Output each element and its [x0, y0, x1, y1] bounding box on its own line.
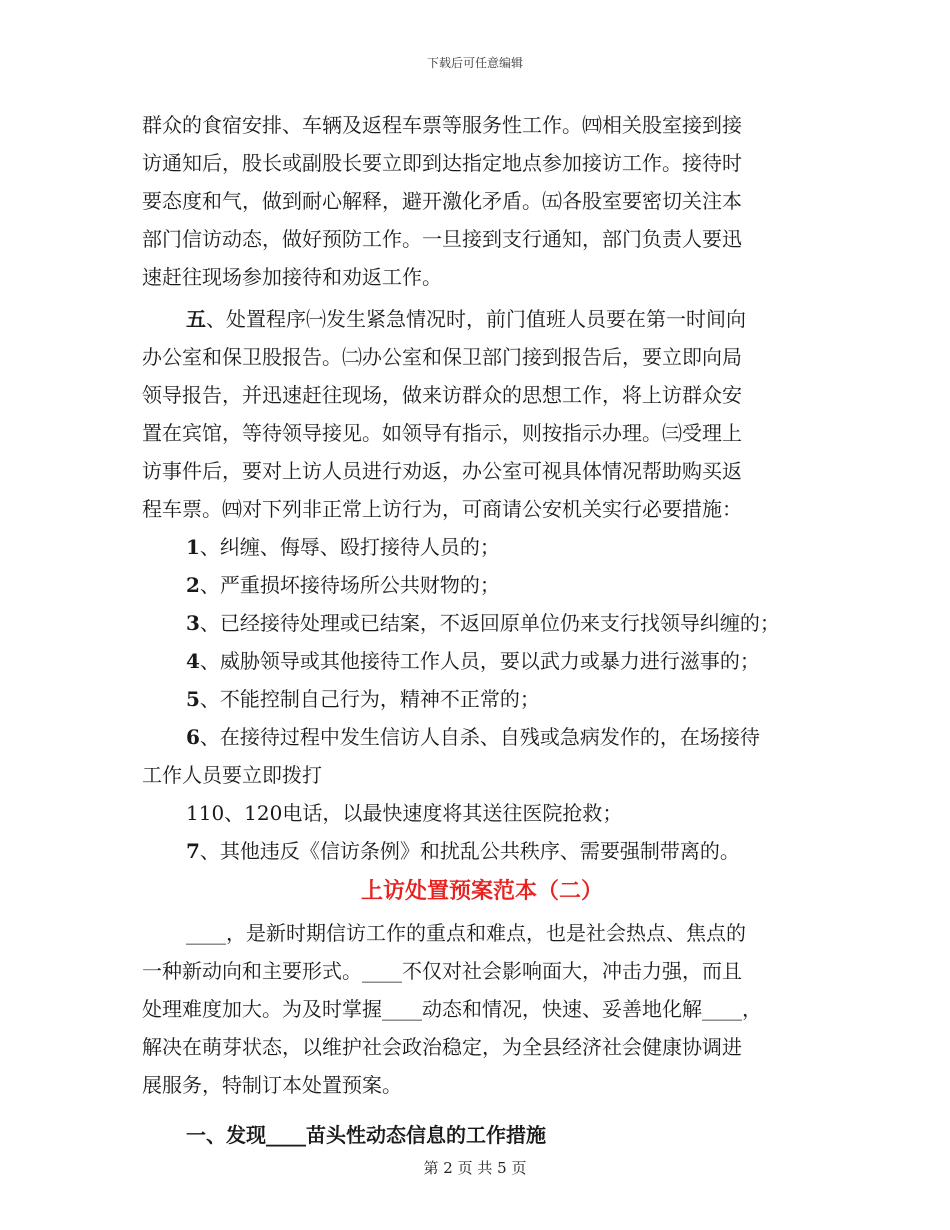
- body-line: 程车票。㈣对下列非正常上访行为，可商请公安机关实行必要措施：: [142, 497, 742, 521]
- section-title: 上访处置预案范本（二）: [360, 879, 603, 904]
- list-item-number: 3: [186, 611, 200, 635]
- body-line: 速赶往现场参加接待和劝返工作。: [142, 265, 442, 289]
- list-item-number: 7: [186, 839, 200, 863]
- section5-number: 五: [186, 307, 206, 331]
- body-line: 领导报告，并迅速赶往现场，做来访群众的思想工作，将上访群众安: [142, 383, 742, 407]
- section5-first-line: [142, 300, 822, 338]
- body-line: 一种新动向和主要形式。____不仅对社会影响面大，冲击力强，而且: [142, 959, 742, 983]
- list-item-number: 6: [186, 725, 200, 749]
- body-line: ____，是新时期信访工作的重点和难点，也是社会热点、焦点的: [186, 921, 746, 945]
- body-line: 访事件后，要对上访人员进行劝返，办公室可视具体情况帮助购买返: [142, 459, 742, 483]
- list-item: [142, 642, 822, 680]
- list-item-text: 、不能控制自己行为，精神不正常的；: [199, 687, 540, 711]
- body-line: 置在宾馆，等待领导接见。如领导有指示，则按指示办理。㈢受理上: [142, 421, 742, 445]
- body-line: 部门信访动态，做好预防工作。一旦接到支行通知，部门负责人要迅: [142, 227, 742, 251]
- list-item-number: 1: [186, 535, 200, 559]
- list-item-number: 4: [186, 649, 200, 673]
- page-header: 下载后可任意编辑: [426, 56, 523, 70]
- list-item: [142, 832, 822, 870]
- list-item: [142, 528, 822, 566]
- body-line: 处理难度加大。为及时掌握____动态和情况，快速、妥善地化解____，: [142, 997, 762, 1021]
- list-item-text: 、威胁领导或其他接待工作人员，要以武力或暴力进行滋事的；: [199, 649, 760, 673]
- page-footer: 第 2 页 共 5 页: [423, 1159, 527, 1177]
- body-line: 访通知后，股长或副股长要立即到达指定地点参加接访工作。接待时: [142, 151, 742, 175]
- list-item-text: 、严重损坏接待场所公共财物的；: [199, 573, 500, 597]
- list-item-text: 、在接待过程中发生信访人自杀、自残或急病发作的，在场接待: [199, 725, 760, 749]
- body-line: 解决在萌芽状态，以维护社会政治稳定，为全县经济社会健康协调进: [142, 1035, 742, 1059]
- body-line: 办公室和保卫股报告。㈡办公室和保卫部门接到报告后，要立即向局: [142, 345, 742, 369]
- section5-text: 、处置程序㈠发生紧急情况时，前门值班人员要在第一时间向: [206, 307, 746, 331]
- list-item: [142, 604, 822, 642]
- list-item-continuation: 工作人员要立即拨打: [142, 763, 322, 787]
- list-item-text: 、纠缠、侮辱、殴打接待人员的；: [199, 535, 500, 559]
- list-item-continuation: 110、120电话，以最快速度将其送往医院抢救；: [186, 801, 623, 825]
- list-item-number: 5: [186, 687, 200, 711]
- body-line: 群众的食宿安排、车辆及返程车票等服务性工作。㈣相关股室接到接: [142, 113, 742, 137]
- document-body: [142, 106, 822, 1154]
- list-item-text: 、已经接待处理或已结案，不返回原单位仍来支行找领导纠缠的；: [199, 611, 780, 635]
- list-item-number: 2: [186, 573, 200, 597]
- list-item: [142, 680, 822, 718]
- list-item-text: 、其他违反《信访条例》和扰乱公共秩序、需要强制带离的。: [199, 839, 740, 863]
- subheading: 一、发现____苗头性动态信息的工作措施: [186, 1123, 546, 1147]
- body-line: 展服务，特制订本处置预案。: [142, 1073, 402, 1097]
- list-item: [142, 718, 822, 756]
- list-item: [142, 566, 822, 604]
- body-line: 要态度和气，做到耐心解释，避开激化矛盾。㈤各股室要密切关注本: [142, 189, 742, 213]
